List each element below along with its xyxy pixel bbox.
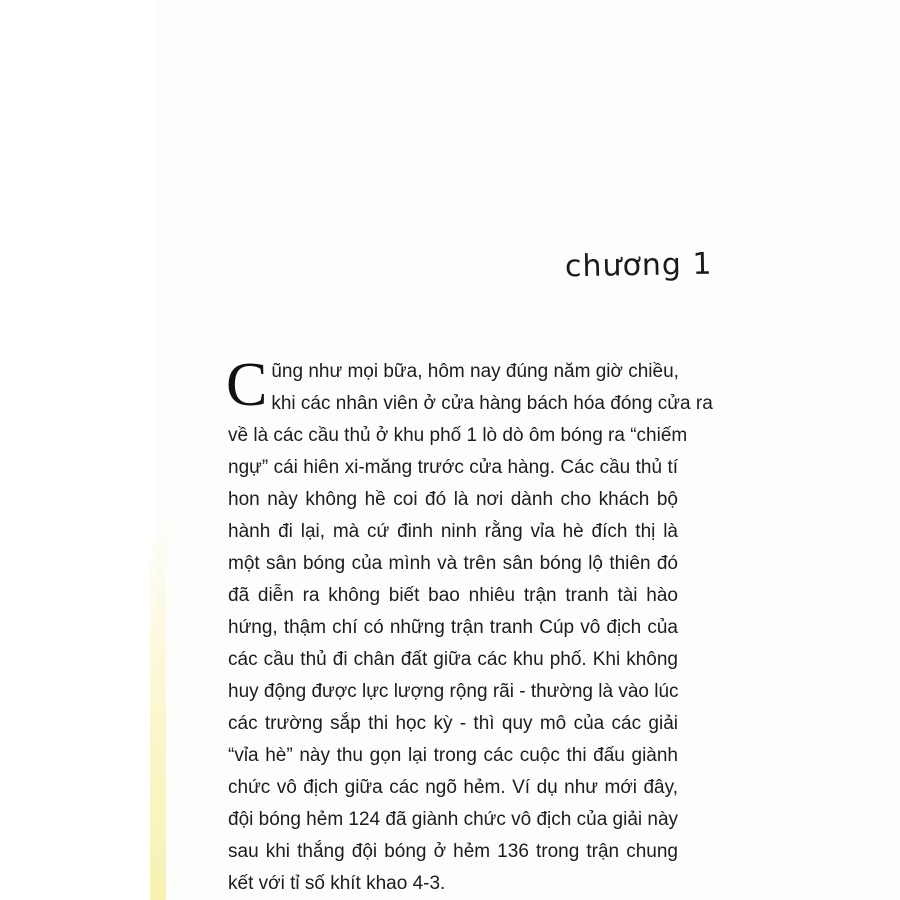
text-line: “vỉa hè” này thu gọn lại trong các cuộc thi đấu giành [228,745,678,766]
text-line: ũng như mọi bữa, hôm nay đúng năm giờ chiều, [271,361,679,382]
text-line: các trường sắp thi học kỳ - thì quy mô của các giải [228,713,678,734]
text-line: hứng, thậm chí có những trận tranh Cúp vô địch của [228,617,678,638]
text-line: hon này không hề coi đó là nơi dành cho khách bộ [228,489,678,510]
text-line: các cầu thủ đi chân đất giữa các khu phố. Khi không [228,649,678,670]
text-line: khi các nhân viên ở cửa hàng bách hóa đóng cửa ra [271,393,713,414]
text-line: đội bóng hẻm 124 đã giành chức vô địch của giải này [228,809,679,830]
text-line: sau khi thắng đội bóng ở hẻm 136 trong trận chung [228,841,678,862]
text-line: ngự” cái hiên xi-măng trước cửa hàng. Các cầu thủ tí [228,457,678,478]
text-line: hành đi lại, mà cứ đinh ninh rằng vỉa hè đích thị là [228,521,678,542]
text-line: một sân bóng của mình và trên sân bóng lộ thiên đó [228,553,678,574]
text-line: huy động được lực lượng rộng rãi - thường là vào lúc [228,681,679,702]
text-line: chức vô địch giữa các ngõ hẻm. Ví dụ như mới đây, [228,777,678,798]
spine-shadow [150,520,166,900]
drop-cap: C [226,351,268,419]
text-line: về là các cầu thủ ở khu phố 1 lò dò ôm bóng ra “chiếm [228,425,688,446]
text-line: kết với tỉ số khít khao 4-3. [228,873,446,894]
body-paragraph [226,351,713,900]
text-line: đã diễn ra không biết bao nhiêu trận tranh tài hào [228,585,678,606]
chapter-heading: chương 1 [564,246,713,285]
